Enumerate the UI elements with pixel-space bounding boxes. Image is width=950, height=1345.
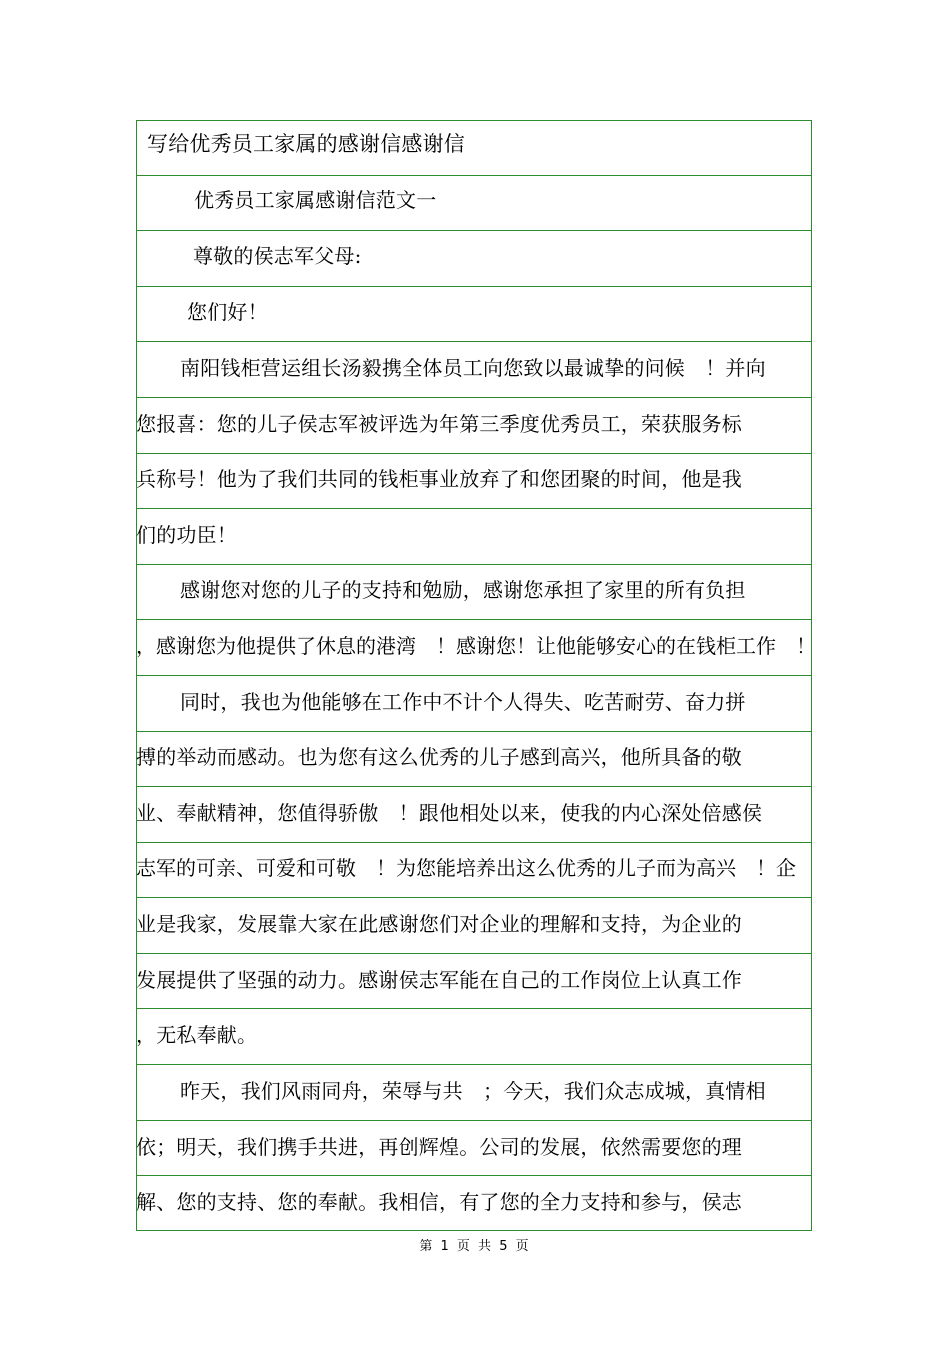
- body-line: 业、奉献精神，您值得骄傲 ！跟他相处以来，使我的内心深处倍感侯: [136, 801, 763, 825]
- ruled-line: [136, 1064, 812, 1065]
- body-line: 昨天，我们风雨同舟，荣辱与共 ；今天，我们众志成城，真情相: [180, 1079, 766, 1103]
- ruled-line: [136, 619, 812, 620]
- ruled-line: [136, 897, 812, 898]
- ruled-line: [136, 731, 812, 732]
- ruled-line: [136, 453, 812, 454]
- ruled-line: [136, 842, 812, 843]
- body-line: 兵称号！他为了我们共同的钱柜事业放弃了和您团聚的时间，他是我: [136, 467, 742, 491]
- page-number: 第 1 页 共 5 页: [419, 1239, 531, 1254]
- body-line: 同时，我也为他能够在工作中不计个人得失、吃苦耐劳、奋力拼: [180, 690, 746, 714]
- body-line: 发展提供了坚强的动力。感谢侯志军能在自己的工作岗位上认真工作: [136, 968, 742, 992]
- ruled-line: [136, 508, 812, 509]
- ruled-line: [136, 1120, 812, 1121]
- body-line: ，感谢您为他提供了休息的港湾 ！感谢您！让他能够安心的在钱柜工作 ！: [136, 634, 816, 658]
- body-line: 们的功臣！: [136, 523, 237, 547]
- ruled-line: [136, 953, 812, 954]
- ruled-line: [136, 175, 812, 176]
- ruled-line: [136, 230, 812, 231]
- body-line: 志军的可亲、可爱和可敬 ！为您能培养出这么优秀的儿子而为高兴 ！企: [136, 856, 796, 880]
- body-line: 搏的举动而感动。也为您有这么优秀的儿子感到高兴，他所具备的敬: [136, 745, 742, 769]
- body-line: 解、您的支持、您的奉献。我相信，有了您的全力支持和参与，侯志: [136, 1190, 742, 1214]
- section-heading: 优秀员工家属感谢信范文一: [194, 188, 437, 212]
- ruled-line: [136, 786, 812, 787]
- body-line: ，无私奉献。: [136, 1023, 258, 1047]
- ruled-line: [136, 397, 812, 398]
- document-title: 写给优秀员工家属的感谢信感谢信: [147, 132, 465, 156]
- body-line: 您报喜：您的儿子侯志军被评选为年第三季度优秀员工，荣获服务标: [136, 412, 742, 436]
- ruled-line: [136, 1008, 812, 1009]
- salutation: 尊敬的侯志军父母:: [193, 244, 362, 268]
- ruled-line: [136, 675, 812, 676]
- greeting: 您们好！: [187, 300, 268, 324]
- body-line: 业是我家，发展靠大家在此感谢您们对企业的理解和支持，为企业的: [136, 912, 742, 936]
- body-line: 依；明天，我们携手共进，再创辉煌。公司的发展，依然需要您的理: [136, 1135, 742, 1159]
- body-line: 感谢您对您的儿子的支持和勉励，感谢您承担了家里的所有负担: [180, 578, 746, 602]
- ruled-line: [136, 564, 812, 565]
- ruled-line: [136, 1175, 812, 1176]
- body-line: 南阳钱柜营运组长汤毅携全体员工向您致以最诚挚的问候 ！并向: [180, 356, 766, 380]
- ruled-line: [136, 341, 812, 342]
- ruled-line: [136, 286, 812, 287]
